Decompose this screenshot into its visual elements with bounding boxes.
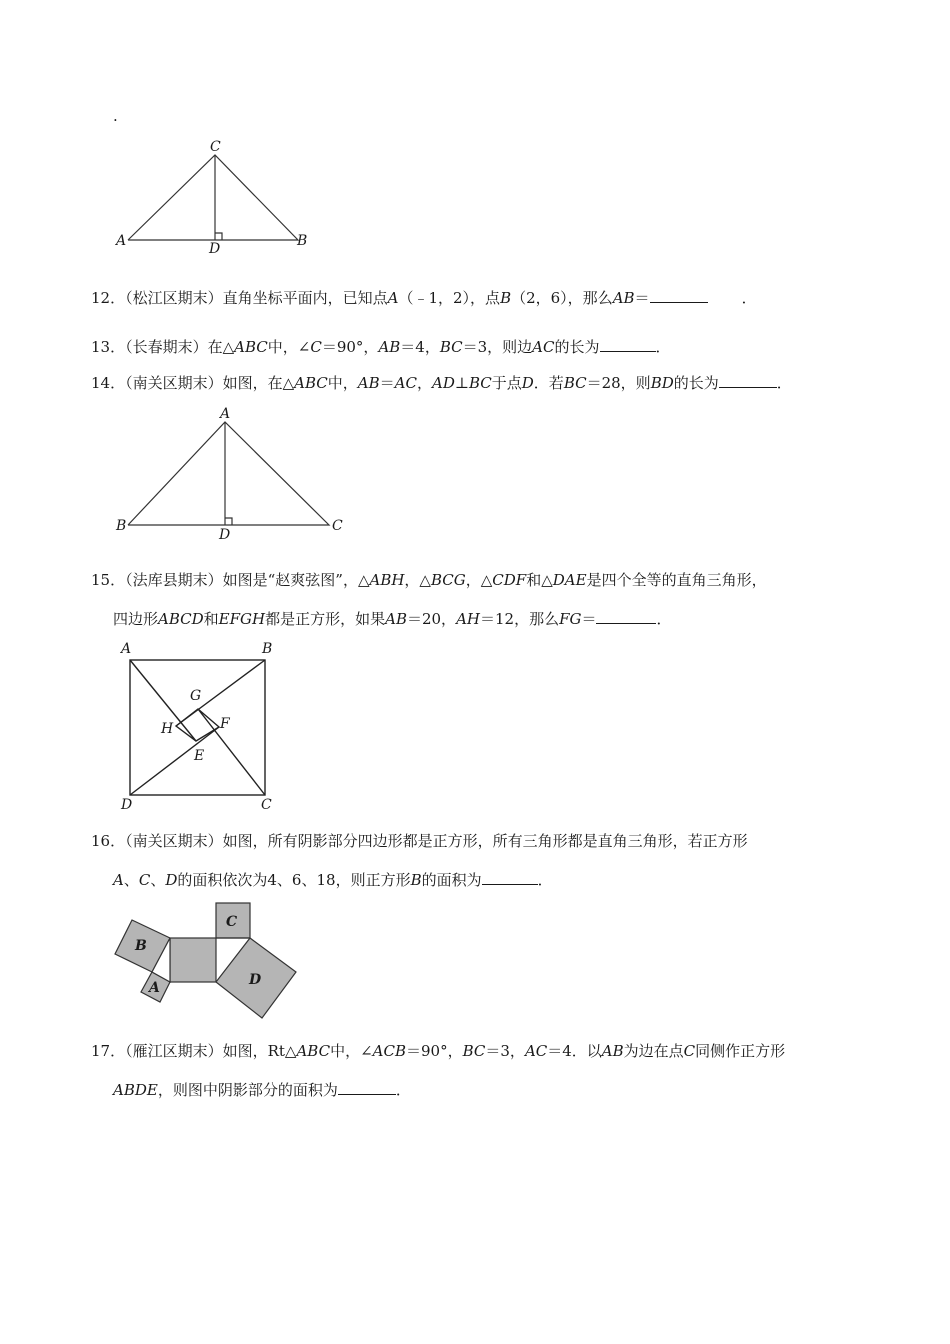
fig16-label-a: A xyxy=(149,980,160,996)
q13-text: ＝90°， xyxy=(321,338,379,356)
q16-text: 如图，所有阴影部分四边形都是正方形，所有三角形都是直角三角形，若正方形 xyxy=(222,832,748,850)
fig15-label-h: H xyxy=(161,721,174,737)
fig15-label-a: A xyxy=(121,641,132,657)
q17-text: 中，∠ xyxy=(330,1042,373,1060)
q15-text: ＝12，那么 xyxy=(479,610,560,628)
q14-var: AC xyxy=(394,374,417,392)
fig15-label-e: E xyxy=(194,748,205,764)
question-15-line-2 xyxy=(113,609,672,629)
fig15-outer-square xyxy=(130,660,265,795)
fig15-label-d: D xyxy=(121,797,133,813)
fig16-label-d: D xyxy=(249,972,262,988)
fig15-line-c-g xyxy=(198,709,265,795)
q14-var: ABC xyxy=(294,374,328,392)
q17-text: ＝90°， xyxy=(406,1042,463,1060)
question-13 xyxy=(91,337,671,357)
q12-answer-blank[interactable] xyxy=(650,288,708,303)
q15-answer-blank[interactable] xyxy=(596,609,656,624)
q15-var: BCG xyxy=(430,571,466,589)
q15-text: ＝ xyxy=(581,610,597,628)
q13-var: BC xyxy=(439,338,463,356)
q13-text: ＝4， xyxy=(400,338,440,356)
question-14 xyxy=(91,373,792,393)
question-12 xyxy=(91,288,757,308)
q17-var: C xyxy=(683,1042,696,1060)
q16-number: 16． xyxy=(91,832,126,850)
q15-text: 是四个全等的直角三角形， xyxy=(586,571,767,589)
q17-var: AC xyxy=(524,1042,548,1060)
leading-period: . xyxy=(113,107,118,125)
q13-var: ABC xyxy=(234,338,268,356)
q16-var: A xyxy=(113,871,124,889)
q16-var: D xyxy=(165,871,178,889)
q15-var: FG xyxy=(559,610,582,628)
q13-source: （长春期末） xyxy=(125,338,208,356)
q12-source: （松江区期末） xyxy=(125,289,223,307)
fig14-right-angle-mark xyxy=(225,518,232,525)
question-17-line-1 xyxy=(91,1041,785,1061)
q14-text: 如图，在△ xyxy=(222,374,295,392)
fig15-line-d-f xyxy=(130,727,219,795)
q14-var: BC xyxy=(468,374,492,392)
q17-end: ． xyxy=(395,1081,411,1099)
q12-end: ． xyxy=(741,289,757,307)
q15-var: CDF xyxy=(492,571,527,589)
q17-var: ABC xyxy=(296,1042,331,1060)
q14-var: AD xyxy=(432,374,455,392)
figure-q14-isosceles-triangle xyxy=(112,404,352,544)
q13-var: C xyxy=(310,338,322,356)
q15-var: EFGH xyxy=(218,610,266,628)
q16-end: ． xyxy=(537,871,553,889)
fig11-triangle xyxy=(128,155,298,240)
q16-answer-blank[interactable] xyxy=(482,870,538,885)
q14-text: 的长为 xyxy=(673,374,719,392)
q12-text: 直角坐标平面内，已知点 xyxy=(222,289,388,307)
q12-var: B xyxy=(500,289,512,307)
fig16-label-c: C xyxy=(226,914,238,930)
fig11-label-b: B xyxy=(297,233,308,249)
q12-var: AB xyxy=(612,289,635,307)
q14-text: ， xyxy=(416,374,432,392)
q15-text: 和 xyxy=(203,610,219,628)
q17-text: 同侧作正方形 xyxy=(695,1042,786,1060)
q15-number: 15． xyxy=(91,571,126,589)
fig15-label-g: G xyxy=(190,688,202,704)
q14-answer-blank[interactable] xyxy=(719,373,777,388)
q13-var: AB xyxy=(378,338,401,356)
q14-text: 于点 xyxy=(491,374,522,392)
q15-text: 都是正方形，如果 xyxy=(265,610,386,628)
fig14-label-d: D xyxy=(219,527,231,543)
question-15-line-1 xyxy=(91,570,767,590)
figure-q15-zhao-shuang-diagram xyxy=(115,638,315,813)
q15-text: ，△ xyxy=(465,571,493,589)
q17-text: 如图，Rt△ xyxy=(222,1042,297,1060)
q14-var: BD xyxy=(650,374,674,392)
q13-text: 在△ xyxy=(207,338,235,356)
q16-var: C xyxy=(138,871,151,889)
q17-var: ABDE xyxy=(113,1081,158,1099)
q15-text: ＝20， xyxy=(406,610,457,628)
q15-var: ABH xyxy=(369,571,405,589)
fig11-label-d: D xyxy=(209,241,221,257)
fig15-label-c: C xyxy=(261,797,272,813)
q17-text: 为边在点 xyxy=(623,1042,684,1060)
q14-var: D xyxy=(521,374,534,392)
q17-text: ＝3， xyxy=(485,1042,525,1060)
q17-number: 17． xyxy=(91,1042,126,1060)
q13-answer-blank[interactable] xyxy=(600,337,656,352)
q16-var: B xyxy=(410,871,422,889)
fig16-label-b: B xyxy=(135,938,147,954)
question-17-line-2 xyxy=(113,1080,411,1100)
fig14-label-a: A xyxy=(220,406,231,422)
q15-text: 如图是“赵爽弦图”，△ xyxy=(222,571,370,589)
q13-var: AC xyxy=(532,338,555,356)
q15-var: DAE xyxy=(552,571,587,589)
q13-text: 的长为 xyxy=(554,338,600,356)
figure-q11-triangle xyxy=(110,136,330,256)
q12-number: 12． xyxy=(91,289,126,307)
q15-var: ABCD xyxy=(158,610,204,628)
q12-text: ＝ xyxy=(634,289,650,307)
q14-var: BC xyxy=(563,374,587,392)
q14-text: ＝28，则 xyxy=(586,374,651,392)
q12-var: A xyxy=(387,289,399,307)
fig15-label-f: F xyxy=(220,716,230,732)
fig14-label-b: B xyxy=(116,518,127,534)
q14-number: 14． xyxy=(91,374,126,392)
q15-var: AH xyxy=(456,610,480,628)
q17-answer-blank[interactable] xyxy=(338,1080,396,1095)
fig14-triangle xyxy=(128,422,329,525)
q14-text: ＝ xyxy=(379,374,395,392)
q15-source: （法库县期末） xyxy=(125,571,223,589)
q17-var: ACB xyxy=(372,1042,407,1060)
q14-end: ． xyxy=(776,374,792,392)
q17-var: BC xyxy=(462,1042,486,1060)
figure-q16-squares xyxy=(112,900,312,1025)
q17-source: （雁江区期末） xyxy=(125,1042,223,1060)
q13-text: 中，∠ xyxy=(267,338,311,356)
fig15-label-b: B xyxy=(262,641,273,657)
fig14-label-c: C xyxy=(332,518,343,534)
q16-text: 、 xyxy=(123,871,139,889)
q12-text: （2，6），那么 xyxy=(511,289,613,307)
q14-source: （南关区期末） xyxy=(125,374,223,392)
question-16-line-1 xyxy=(91,831,748,851)
fig11-label-a: A xyxy=(116,233,127,249)
fig11-label-c: C xyxy=(210,139,221,155)
q14-text: ⊥ xyxy=(454,374,469,392)
q15-text: 和△ xyxy=(526,571,553,589)
q17-var: AB xyxy=(601,1042,624,1060)
q12-text: （﹣1，2），点 xyxy=(398,289,501,307)
q17-text: ＝4．以 xyxy=(547,1042,602,1060)
q13-end: ． xyxy=(655,338,671,356)
q14-text: ．若 xyxy=(533,374,564,392)
q16-text: 的面积依次为4、6、18，则正方形 xyxy=(177,871,411,889)
q13-text: ＝3，则边 xyxy=(462,338,533,356)
q15-end: ． xyxy=(656,610,672,628)
question-16-line-2 xyxy=(113,870,553,890)
q17-text: ，则图中阴影部分的面积为 xyxy=(157,1081,338,1099)
q15-var: AB xyxy=(385,610,407,628)
q15-text: ，△ xyxy=(404,571,431,589)
fig16-central-square xyxy=(170,938,216,982)
q16-text: 、 xyxy=(150,871,166,889)
q13-number: 13． xyxy=(91,338,126,356)
q16-source: （南关区期末） xyxy=(125,832,223,850)
q15-text: 四边形 xyxy=(113,610,159,628)
q14-text: 中， xyxy=(327,374,358,392)
q16-text: 的面积为 xyxy=(421,871,482,889)
fig11-right-angle-mark xyxy=(215,233,222,240)
q14-var: AB xyxy=(357,374,380,392)
